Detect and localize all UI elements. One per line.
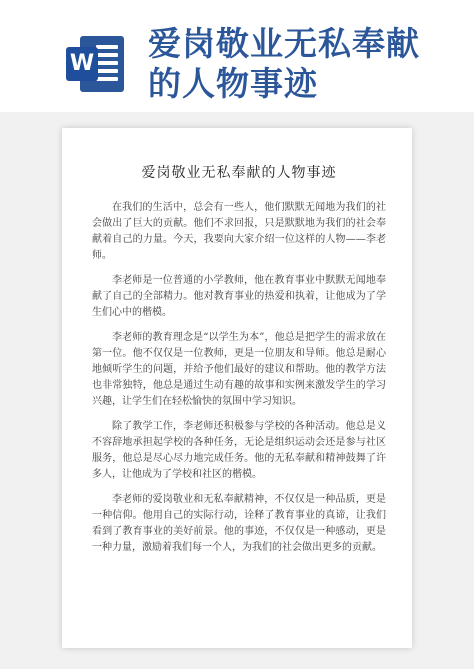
document-title: 爱岗敬业无私奉献的人物事迹 <box>141 165 337 181</box>
paragraph-5: 李老师的爱岗敬业和无私奉献精神，不仅仅是一种品质，更是一种信仰。他用自己的实际行动，诠释了教育事业的真谛，让我们看到了教育事业的美好前景。他的事迹，不仅仅是一种感动，更是一种力量，激励着我们每一个人，为我们的社会做出更多的贡献。 <box>92 494 386 553</box>
word-icon-lines <box>96 45 118 83</box>
word-icon-badge: W <box>66 47 98 81</box>
paragraph-4: 除了教学工作，李老师还积极参与学校的各种活动。他总是义不容辞地承担起学校的各种任务，无论是组织运动会还是参与社区服务，他总是尽心尽力地完成任务。他的无私奉献和精神鼓舞了许多人，让他成为了学校和社区的楷模。 <box>92 421 386 480</box>
banner-title <box>148 24 468 104</box>
paragraph-3: 李老师的教育理念是“以学生为本”，他总是把学生的需求放在第一位。他不仅仅是一位教师，更是一位朋友和导师。他总是耐心地倾听学生的问题，并给予他们最好的建议和帮助。他的教学方法也非常独特，他总是通过生动有趣的故事和实例来激发学生的学习兴趣，让学生们在轻松愉快的氛围中学习知识。 <box>92 332 386 407</box>
banner <box>0 0 474 112</box>
paragraph-1: 在我们的生活中，总会有一些人，他们默默无闻地为我们的社会做出了巨大的贡献。他们不求回报，只是默默地为我们的社会奉献着自己的力量。今天，我要向大家介绍一位这样的人物——李老师。 <box>92 202 386 261</box>
banner-title-line-1: 爱岗敬业无私奉献 <box>148 24 420 63</box>
paragraph-2: 李老师是一位普通的小学教师，他在教育事业中默默无闻地奉献了自己的全部精力。他对教育事业的热爱和执着，让他成为了学生们心中的楷模。 <box>92 275 386 318</box>
word-document-icon <box>66 36 126 92</box>
document-page <box>62 128 412 648</box>
banner-title-line-2: 的人物事迹 <box>148 64 318 103</box>
